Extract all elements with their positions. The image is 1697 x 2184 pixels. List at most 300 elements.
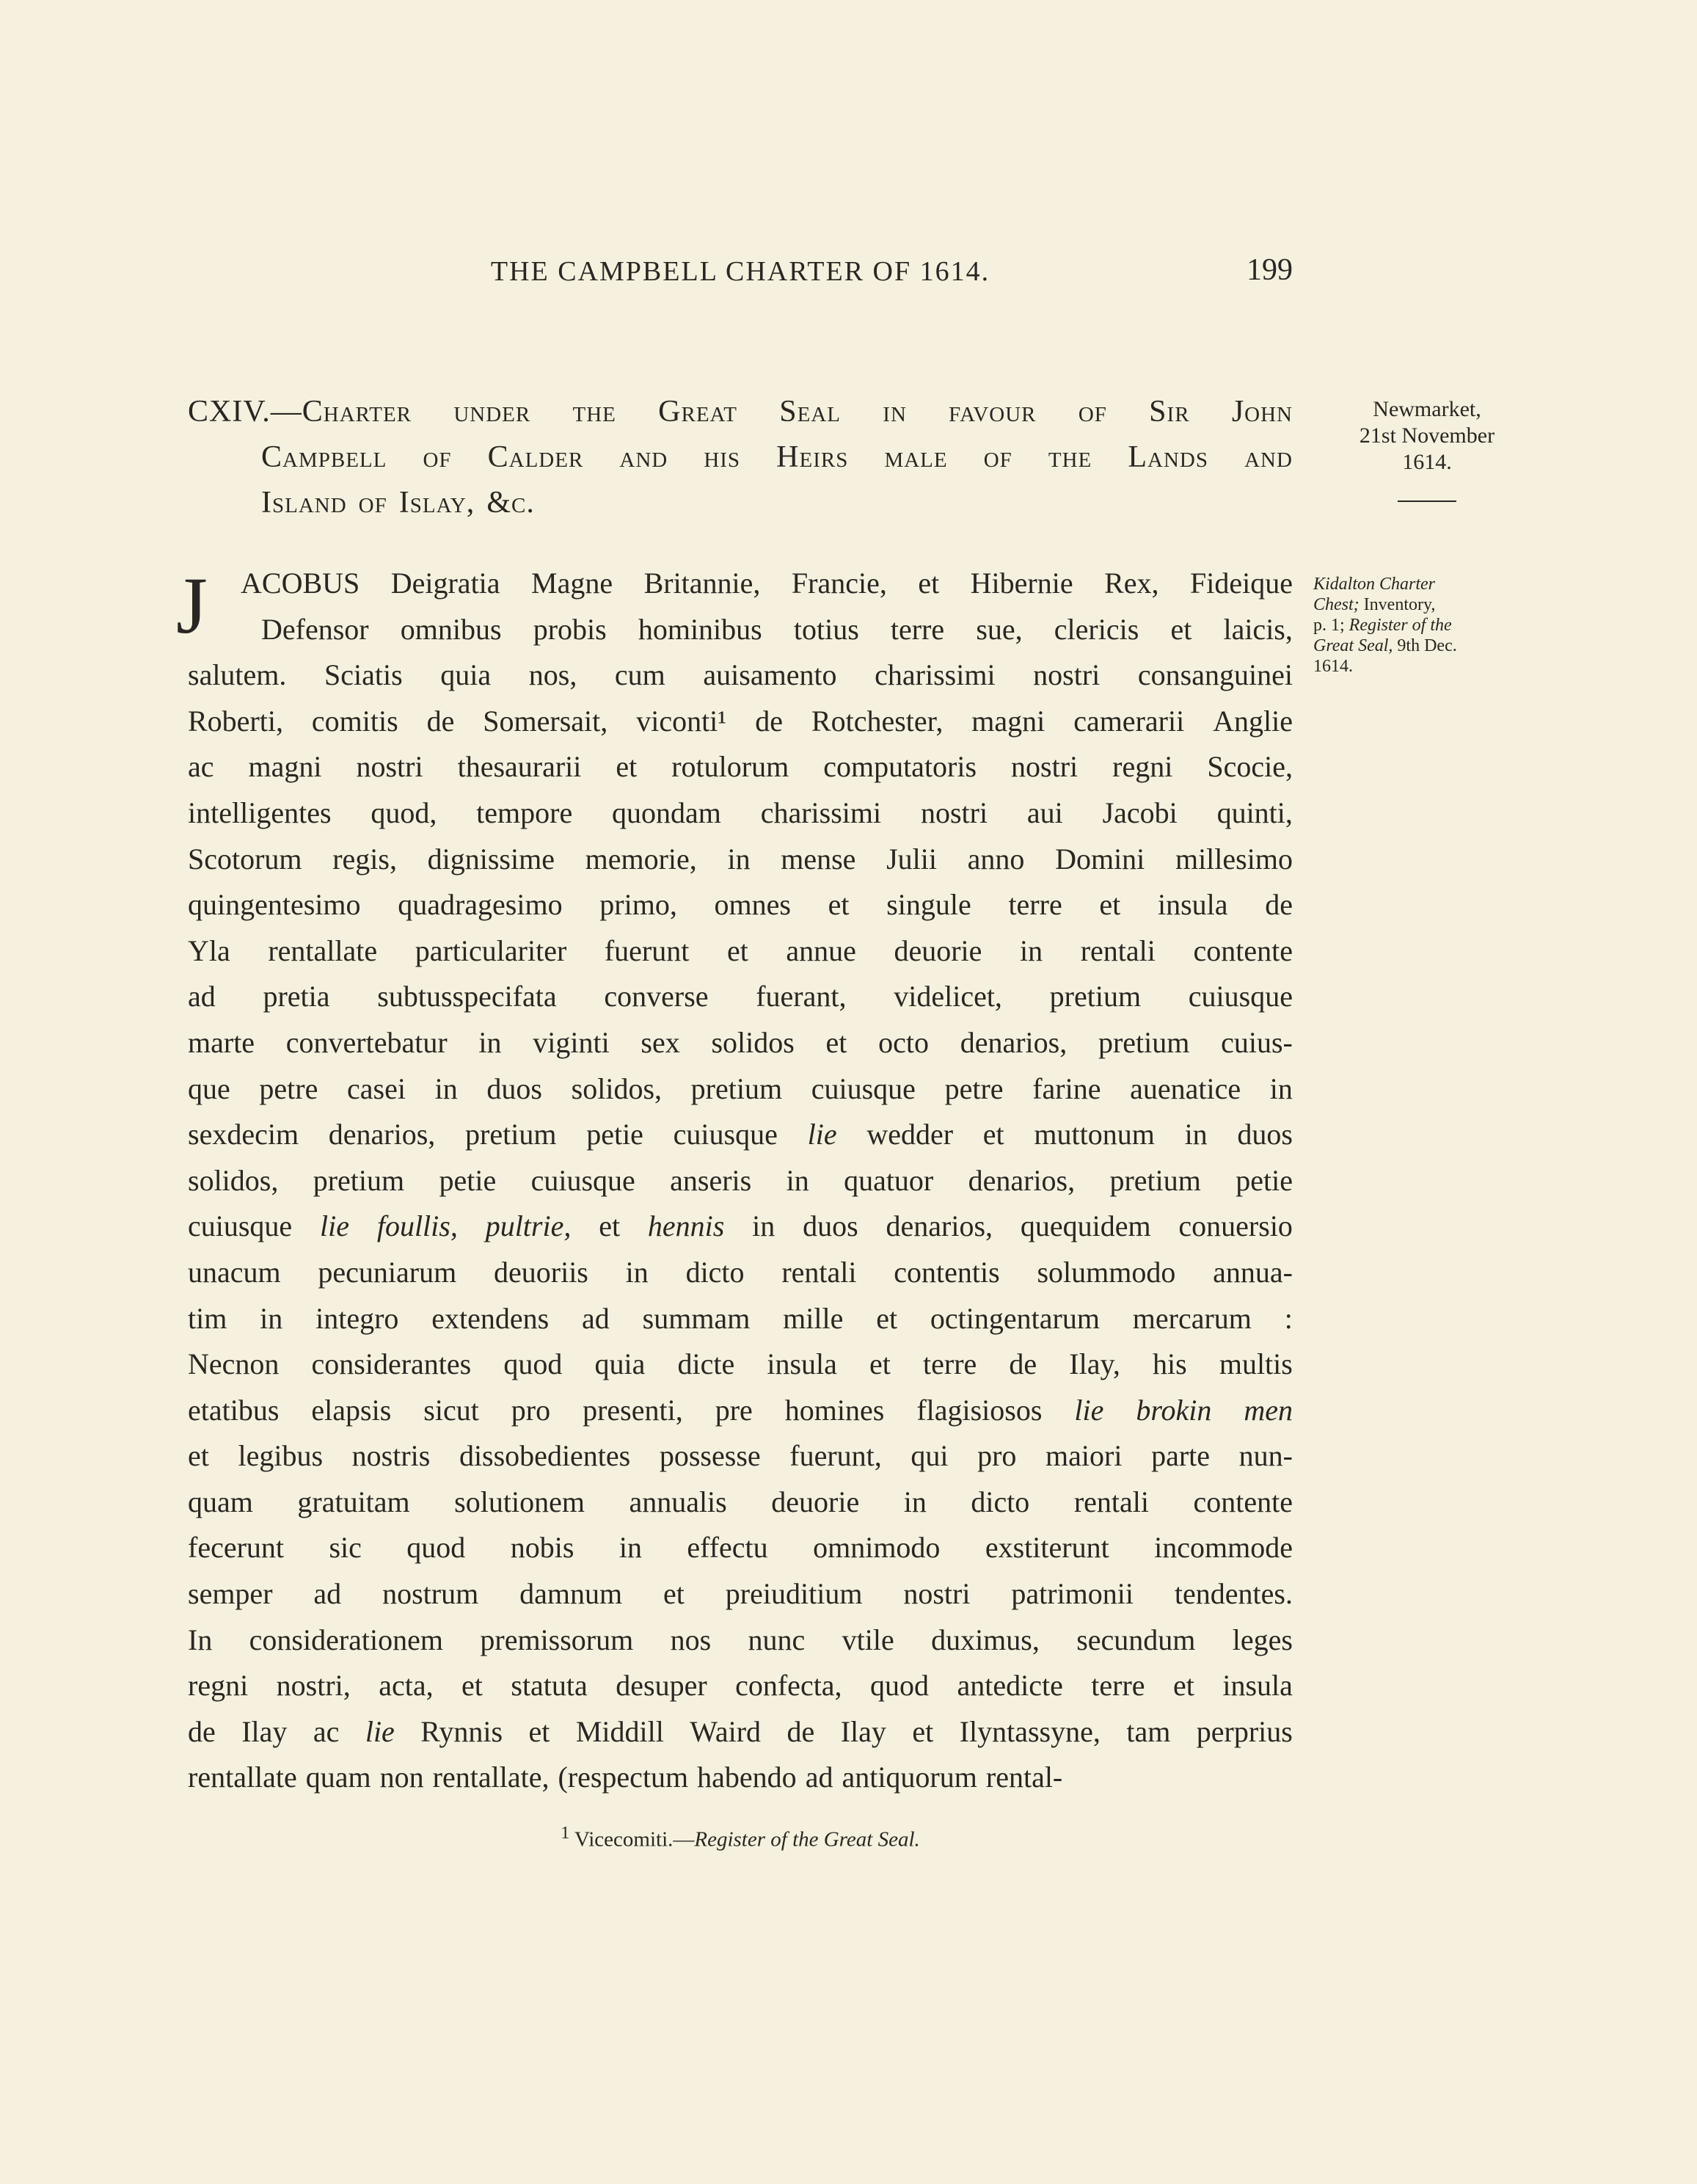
body-word: Ilay — [840, 1714, 886, 1748]
body-word: fuerunt, — [789, 1439, 882, 1473]
body-word: cum — [614, 658, 665, 692]
body-word: quod — [406, 1531, 466, 1565]
body-word: deuorie — [894, 933, 982, 967]
body-word: rentali — [1073, 1485, 1149, 1518]
body-word: octo — [878, 1025, 929, 1059]
body-word: wedder — [866, 1118, 954, 1151]
margin-year: 1614. — [1402, 450, 1452, 474]
body-line — [188, 1525, 1293, 1571]
body-word: patrimonii — [1011, 1577, 1134, 1611]
body-line — [188, 882, 1293, 928]
heading-word: &c. — [486, 486, 535, 520]
body-word: sex — [641, 1025, 680, 1059]
heading-word: Campbell — [261, 440, 387, 474]
body-word: antedicte — [957, 1669, 1063, 1703]
margin-source-note — [1313, 574, 1533, 677]
body-word: tendentes. — [1174, 1577, 1293, 1611]
body-word: foullis, — [376, 1209, 458, 1243]
body-word: octingentarum — [930, 1301, 1100, 1335]
body-word: converse — [604, 980, 709, 1013]
body-word: Sciatis — [324, 658, 403, 692]
body-word: dicte — [677, 1347, 735, 1381]
body-word: probis — [533, 612, 607, 646]
body-word: primo, — [599, 888, 677, 922]
body-word: pre — [715, 1393, 753, 1427]
body-word: homines — [784, 1393, 885, 1427]
body-word: et — [1170, 612, 1192, 646]
body-word: cuiusque — [673, 1118, 778, 1151]
body-word: dissobedientes — [459, 1439, 631, 1473]
body-word: Waird — [690, 1714, 762, 1748]
body-word: computatoris — [823, 750, 977, 784]
body-word: hominibus — [638, 612, 762, 646]
body-line — [188, 1250, 1293, 1296]
body-word: effectu — [687, 1531, 768, 1565]
source-line-2b: Inventory, — [1359, 595, 1436, 614]
heading-word: John — [1231, 395, 1293, 429]
margin-date: 21st November — [1359, 423, 1495, 448]
body-word: cuiusque — [530, 1163, 635, 1197]
body-word: annualis — [629, 1485, 727, 1518]
body-word: rentallate, — [432, 1761, 550, 1794]
body-word: aui — [1026, 796, 1063, 829]
body-word: in — [786, 1163, 809, 1197]
body-word: et — [1173, 1669, 1194, 1703]
body-word: Roberti, — [188, 704, 283, 738]
body-word: acta, — [379, 1669, 434, 1703]
body-word: videlicet, — [894, 980, 1002, 1013]
source-line-4a: Great Seal, — [1313, 636, 1393, 655]
body-word: et — [876, 1301, 898, 1335]
body-word: solutionem — [454, 1485, 585, 1518]
body-word: auenatice — [1130, 1071, 1241, 1105]
body-word: pretium — [313, 1163, 405, 1197]
body-word: conuersio — [1178, 1209, 1293, 1243]
body-word: quam — [305, 1761, 371, 1794]
body-word: laicis, — [1223, 612, 1293, 646]
body-word: fuerant, — [756, 980, 847, 1013]
body-word: sicut — [423, 1393, 479, 1427]
body-word: petre — [259, 1071, 318, 1105]
body-word: de — [755, 704, 783, 738]
heading-word: Lands — [1128, 440, 1208, 474]
body-word: habendo — [697, 1761, 797, 1794]
body-word: anseris — [670, 1163, 752, 1197]
body-word: regni — [1112, 750, 1173, 784]
body-word: mercarum — [1132, 1301, 1252, 1335]
body-word: singule — [886, 888, 971, 922]
body-line — [188, 1755, 1293, 1801]
body-word: dicto — [971, 1485, 1030, 1518]
body-word: et — [828, 888, 850, 922]
body-line — [188, 1617, 1293, 1664]
body-word: Anglie — [1213, 704, 1293, 738]
body-word: mille — [783, 1301, 844, 1335]
heading-word: male — [884, 440, 948, 474]
body-word: annua- — [1213, 1255, 1293, 1289]
body-word: desuper — [616, 1669, 707, 1703]
body-word: Ilyntassyne, — [959, 1714, 1101, 1748]
running-head — [188, 255, 1293, 292]
body-word: nos, — [528, 658, 577, 692]
body-word: elapsis — [311, 1393, 392, 1427]
body-word: denarios, — [886, 1209, 993, 1243]
source-line-1: Kidalton Charter — [1313, 575, 1436, 594]
body-word: charissimi — [760, 796, 882, 829]
body-word: consanguinei — [1137, 658, 1293, 692]
body-word: contentis — [894, 1255, 1000, 1289]
footnote-marker: 1 — [561, 1823, 570, 1843]
heading-word: in — [883, 395, 907, 429]
body-word: quequidem — [1020, 1209, 1151, 1243]
source-line-3a: p. 1; — [1313, 616, 1349, 635]
body-word: Rex, — [1104, 567, 1159, 600]
body-word: ac — [188, 750, 214, 784]
body-word: duos — [486, 1071, 542, 1105]
body-word: non — [379, 1761, 424, 1794]
body-word: cuiusque — [811, 1071, 916, 1105]
body-word: Somersait, — [483, 704, 608, 738]
body-word: terre — [1008, 888, 1062, 922]
body-word: totius — [793, 612, 859, 646]
body-word: considerationem — [249, 1623, 444, 1656]
body-word: Deigratia — [390, 567, 500, 600]
body-word: magni — [248, 750, 322, 784]
body-word: Julii — [886, 842, 937, 876]
heading-word: Heirs — [776, 440, 849, 474]
body-word: et — [528, 1714, 550, 1748]
body-line — [188, 837, 1293, 883]
body-word: de — [1265, 888, 1293, 922]
heading-word: of — [423, 440, 452, 474]
body-word: hennis — [647, 1209, 725, 1243]
body-word: nos — [670, 1623, 712, 1656]
body-word: considerantes — [311, 1347, 472, 1381]
body-word: Hibernie — [970, 567, 1073, 600]
body-word: ad — [313, 1577, 342, 1611]
body-word: denarios, — [968, 1163, 1076, 1197]
body-word: contente — [1193, 933, 1293, 967]
body-word: pretia — [263, 980, 330, 1013]
body-word: pretium — [690, 1071, 783, 1105]
body-word: quatuor — [844, 1163, 934, 1197]
body-word: anno — [967, 842, 1025, 876]
body-word: farine — [1032, 1071, 1101, 1105]
body-word: duos — [803, 1209, 858, 1243]
body-word: cuius- — [1221, 1025, 1293, 1059]
body-word: nun- — [1238, 1439, 1293, 1473]
body-word: Jacobi — [1102, 796, 1178, 829]
heading-word: and — [619, 440, 668, 474]
body-word: legibus — [238, 1439, 324, 1473]
body-word: comitis — [311, 704, 398, 738]
body-word: nobis — [510, 1531, 574, 1565]
body-word: que — [188, 1071, 230, 1105]
heading-word: of — [358, 486, 387, 520]
footnote — [188, 1823, 1293, 1852]
body-word: statuta — [511, 1669, 588, 1703]
body-word: et — [912, 1714, 934, 1748]
body-word: : — [1284, 1301, 1293, 1335]
body-word: in — [903, 1485, 927, 1518]
body-word: nostri — [1033, 658, 1101, 692]
heading-word: Seal — [779, 395, 841, 429]
body-word: marte — [188, 1025, 255, 1059]
body-word: solidos, — [188, 1163, 279, 1197]
heading-word: under — [453, 395, 531, 429]
source-line-3b: Register of the — [1349, 616, 1452, 635]
body-word: multis — [1219, 1347, 1293, 1381]
body-word: rentali — [781, 1255, 857, 1289]
body-word: cuiusque — [188, 1209, 293, 1243]
body-word: tam — [1126, 1714, 1171, 1748]
body-word: in — [478, 1025, 502, 1059]
body-line — [188, 1342, 1293, 1388]
drop-cap: J — [176, 561, 208, 650]
body-word: regni — [188, 1669, 249, 1703]
body-word: in — [1020, 933, 1043, 967]
source-line-5: 1614. — [1313, 657, 1353, 676]
body-word: Magne — [531, 567, 613, 600]
body-word: et — [1099, 888, 1121, 922]
body-line — [188, 928, 1293, 975]
body-word: salutem. — [188, 658, 287, 692]
body-word: pretium — [465, 1118, 557, 1151]
body-line — [188, 699, 1293, 745]
body-word: lie — [320, 1209, 349, 1243]
body-word: Domini — [1055, 842, 1145, 876]
body-word: confecta, — [735, 1669, 842, 1703]
body-word: in — [1184, 1118, 1208, 1151]
heading-word: the — [572, 395, 616, 429]
body-word: deuoriis — [494, 1255, 588, 1289]
body-word: qui — [910, 1439, 949, 1473]
body-word: his — [1153, 1347, 1187, 1381]
body-word: Defensor — [261, 612, 369, 646]
body-word: et — [188, 1439, 209, 1473]
heading-word: his — [704, 440, 741, 474]
body-word: Middill — [575, 1714, 664, 1748]
body-word: sic — [329, 1531, 362, 1565]
heading-line-3 — [188, 480, 1293, 525]
body-word: semper — [188, 1577, 273, 1611]
body-word: rental- — [985, 1761, 1063, 1794]
body-word: terre — [890, 612, 945, 646]
body-word: Rynnis — [420, 1714, 503, 1748]
body-word: quinti, — [1216, 796, 1293, 829]
body-word: de — [426, 704, 455, 738]
body-word: viconti¹ — [636, 704, 727, 738]
body-word: tim — [188, 1301, 227, 1335]
heading-word: Islay, — [398, 486, 475, 520]
body-word: extendens — [431, 1301, 550, 1335]
body-word: petie — [586, 1118, 643, 1151]
body-word: sue, — [976, 612, 1023, 646]
body-word: millesimo — [1175, 842, 1293, 876]
body-word: maiori — [1045, 1439, 1123, 1473]
body-word: insula — [767, 1347, 837, 1381]
body-word: Britannie, — [643, 567, 761, 600]
margin-rule — [1398, 500, 1456, 502]
body-word: presenti, — [583, 1393, 683, 1427]
body-word: in — [434, 1071, 458, 1105]
body-line — [188, 1158, 1293, 1204]
body-word: insula — [1157, 888, 1228, 922]
body-word: in — [260, 1301, 283, 1335]
body-word: pro — [511, 1393, 551, 1427]
heading-word: the — [1048, 440, 1092, 474]
footnote-source: Register of the Great Seal. — [694, 1827, 920, 1852]
body-word: parte — [1151, 1439, 1211, 1473]
heading-word: and — [1244, 440, 1293, 474]
body-word: et — [918, 567, 940, 600]
body-word: quod, — [371, 796, 437, 829]
body-word: nunc — [748, 1623, 806, 1656]
body-word: terre — [1091, 1669, 1145, 1703]
body-word: Scotorum — [188, 842, 302, 876]
body-line — [188, 1709, 1293, 1755]
body-word: Ilay, — [1069, 1347, 1120, 1381]
body-word: lie — [807, 1118, 837, 1151]
body-word: pretium — [1098, 1025, 1190, 1059]
body-word: Ilay — [241, 1714, 288, 1748]
footnote-text: Vicecomiti.— — [569, 1827, 695, 1852]
body-word: contente — [1193, 1485, 1293, 1518]
body-word: auisamento — [703, 658, 837, 692]
body-word: lie — [1074, 1393, 1104, 1427]
charter-body — [188, 561, 1293, 1801]
body-word: quadragesimo — [398, 888, 563, 922]
body-word: duximus, — [931, 1623, 1040, 1656]
body-word: nostrum — [382, 1577, 479, 1611]
body-word: petie — [439, 1163, 497, 1197]
body-line — [188, 1433, 1293, 1479]
body-word: thesaurarii — [457, 750, 582, 784]
heading-line-1 — [188, 389, 1293, 434]
body-line — [188, 1020, 1293, 1066]
body-word: et — [599, 1209, 621, 1243]
body-word: summam — [642, 1301, 751, 1335]
body-word: Rotchester, — [811, 704, 944, 738]
body-word: de — [188, 1714, 216, 1748]
body-word: antiquorum — [842, 1761, 977, 1794]
body-line — [188, 561, 1293, 607]
body-word: sexdecim — [188, 1118, 299, 1151]
body-word: magni — [971, 704, 1045, 738]
body-word: de — [787, 1714, 815, 1748]
body-word: clericis — [1054, 612, 1139, 646]
body-line — [188, 1066, 1293, 1113]
body-word: lie — [365, 1714, 395, 1748]
body-word: subtusspecifata — [377, 980, 557, 1013]
heading-word: of — [983, 440, 1012, 474]
body-word: rentallate — [188, 1761, 297, 1794]
body-word: et — [825, 1025, 847, 1059]
body-line — [188, 652, 1293, 699]
body-word: et — [461, 1669, 483, 1703]
heading-word: Great — [658, 395, 737, 429]
body-word: rentallate — [268, 933, 378, 967]
body-word: dicto — [685, 1255, 745, 1289]
body-word: camerarii — [1073, 704, 1185, 738]
body-word: rotulorum — [671, 750, 789, 784]
body-word: nostris — [351, 1439, 431, 1473]
body-line — [188, 607, 1293, 653]
body-word: mense — [781, 842, 856, 876]
body-word: preiuditium — [725, 1577, 863, 1611]
body-word: in — [1269, 1071, 1293, 1105]
heading-word: Sir — [1149, 395, 1190, 429]
body-word: nostri — [1011, 750, 1079, 784]
body-line — [188, 744, 1293, 790]
body-word: regis, — [332, 842, 397, 876]
body-word: in — [727, 842, 751, 876]
body-word: nostri — [356, 750, 423, 784]
body-line — [188, 1571, 1293, 1617]
body-word: ad — [582, 1301, 610, 1335]
body-word: charissimi — [875, 658, 996, 692]
body-word: quam — [188, 1485, 253, 1518]
body-word: gratuitam — [297, 1485, 410, 1518]
body-word: ad — [188, 980, 216, 1013]
body-word: omnimodo — [813, 1531, 941, 1565]
body-word: deuorie — [771, 1485, 860, 1518]
body-line — [188, 1479, 1293, 1526]
heading-line-2 — [188, 434, 1293, 480]
body-line — [188, 1204, 1293, 1250]
heading-word: Island — [261, 486, 347, 520]
body-line — [188, 1388, 1293, 1434]
body-word: quondam — [612, 796, 721, 829]
body-word: particulariter — [415, 933, 567, 967]
body-word: quingentesimo — [188, 888, 361, 922]
body-word: brokin — [1136, 1393, 1212, 1427]
body-word: de — [1009, 1347, 1037, 1381]
body-word: quod — [503, 1347, 563, 1381]
body-word: et — [616, 750, 638, 784]
body-word: etatibus — [188, 1393, 280, 1427]
body-word: in — [752, 1209, 775, 1243]
body-word: omnes — [714, 888, 791, 922]
charter-heading — [188, 389, 1293, 525]
body-word: perprius — [1196, 1714, 1293, 1748]
body-word: insula — [1222, 1669, 1293, 1703]
body-word: quod — [870, 1669, 930, 1703]
body-word: exstiterunt — [985, 1531, 1109, 1565]
body-word: terre — [923, 1347, 977, 1381]
body-word: vtile — [842, 1623, 894, 1656]
body-word: solidos, — [571, 1071, 663, 1105]
body-word: casei — [347, 1071, 406, 1105]
body-line — [188, 1663, 1293, 1709]
body-word: nostri, — [276, 1669, 351, 1703]
body-word: et — [726, 933, 748, 967]
body-word: men — [1244, 1393, 1293, 1427]
body-word: petre — [944, 1071, 1004, 1105]
body-word: Scocie, — [1207, 750, 1293, 784]
body-word: quia — [594, 1347, 646, 1381]
body-word: dignissime — [427, 842, 555, 876]
body-word: flagisiosos — [916, 1393, 1043, 1427]
body-word: tempore — [476, 796, 573, 829]
heading-word: CXIV.—Charter — [188, 395, 412, 429]
body-word: damnum — [519, 1577, 623, 1611]
body-word: pro — [977, 1439, 1017, 1473]
body-word: secundum — [1076, 1623, 1196, 1656]
body-word: solidos — [711, 1025, 795, 1059]
body-line — [188, 1296, 1293, 1342]
body-word: incommode — [1154, 1531, 1293, 1565]
